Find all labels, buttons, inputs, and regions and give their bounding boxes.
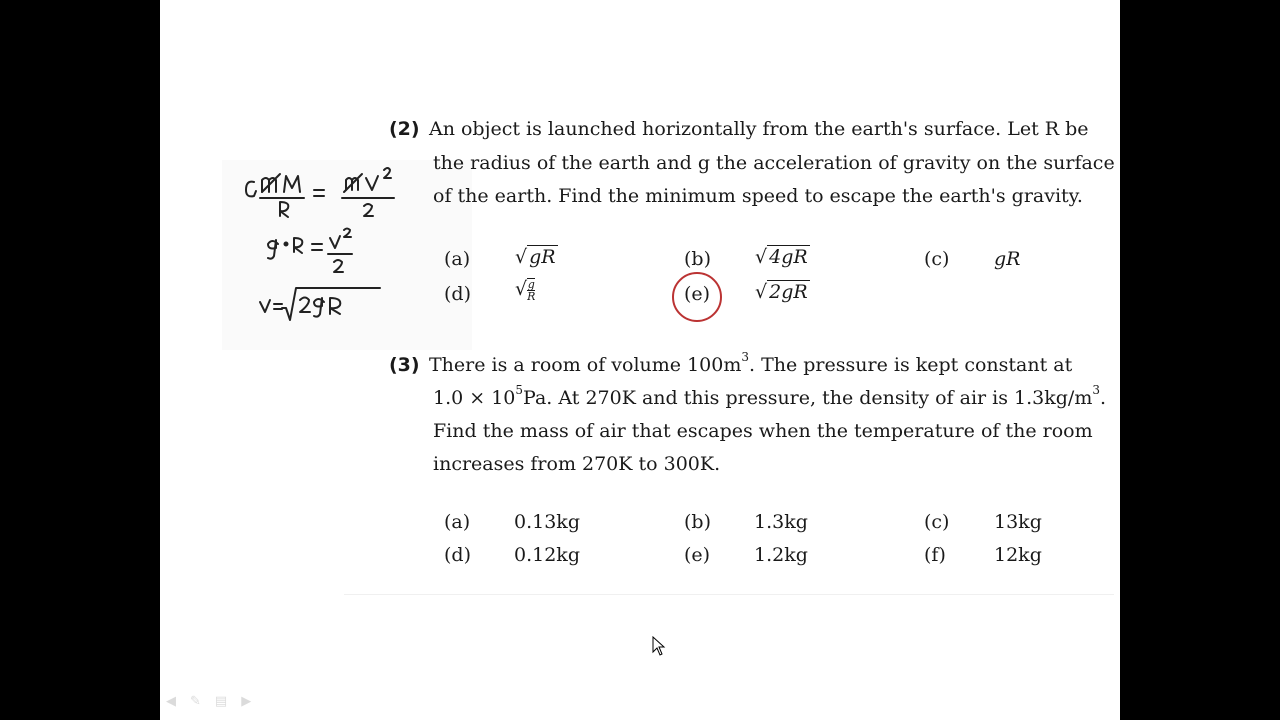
q2-line1: An object is launched horizontally from the earth's surface. Let R be: [429, 118, 1089, 140]
divider: [344, 594, 1114, 595]
q2-option-a-label: (a): [444, 248, 471, 270]
pen-icon[interactable]: ✎: [190, 694, 201, 709]
q2-line3: of the earth. Find the minimum speed to escape the earth's gravity.: [433, 185, 1083, 207]
q3-option-c-label: (c): [924, 511, 950, 533]
q3-option-b-value: 1.3kg: [754, 511, 808, 533]
slide: [160, 0, 1120, 720]
q3-number: (3): [389, 354, 420, 376]
previous-slide-icon[interactable]: ◀: [166, 694, 176, 709]
q3-line4: increases from 270K to 300K.: [433, 453, 721, 475]
q2-option-b-label: (b): [684, 248, 711, 270]
q3-line3: Find the mass of air that escapes when the temperature of the room: [433, 420, 1093, 442]
q2-line2: the radius of the earth and g the acceleration of gravity on the surface: [433, 152, 1115, 174]
q3-option-e-label: (e): [684, 544, 711, 566]
q2-option-d-value: √ $\frac{g}{R}$: [515, 278, 536, 303]
q3-line2: $1.0 \times 10^5Pa$. At 270K and this pressure, the density of air is $1.3kg/m^3$.: [433, 383, 1107, 409]
q2-number: (2): [389, 118, 420, 140]
q2-option-e-label: (e): [684, 283, 711, 305]
q3-option-e-value: 1.2kg: [754, 544, 808, 566]
q2-option-c-label: (c): [924, 248, 950, 270]
q2-option-b-value: √ 4gR: [755, 246, 808, 268]
q3-option-d-value: 0.12kg: [514, 544, 580, 566]
q3-option-a-label: (a): [444, 511, 471, 533]
next-slide-icon[interactable]: ▶: [241, 694, 252, 709]
q2-option-c-value: gR: [994, 248, 1021, 270]
slideshow-controls: [166, 694, 251, 709]
q3-option-c-value: 13kg: [994, 511, 1042, 533]
q2-option-d-label: (d): [444, 283, 471, 305]
mouse-cursor-icon: [652, 636, 666, 656]
q2-option-e-value: √ 2gR: [755, 281, 808, 303]
menu-icon[interactable]: ▤: [214, 694, 228, 709]
q3-option-a-value: 0.13kg: [514, 511, 580, 533]
q3-option-f-label: (f): [924, 544, 946, 566]
q3-line1: There is a room of volume $100m^3$. The pressure is kept constant at: [429, 350, 1073, 376]
q3-option-d-label: (d): [444, 544, 471, 566]
q3-option-b-label: (b): [684, 511, 711, 533]
q2-option-a-value: √ gR: [515, 246, 556, 268]
q3-option-f-value: 12kg: [994, 544, 1042, 566]
